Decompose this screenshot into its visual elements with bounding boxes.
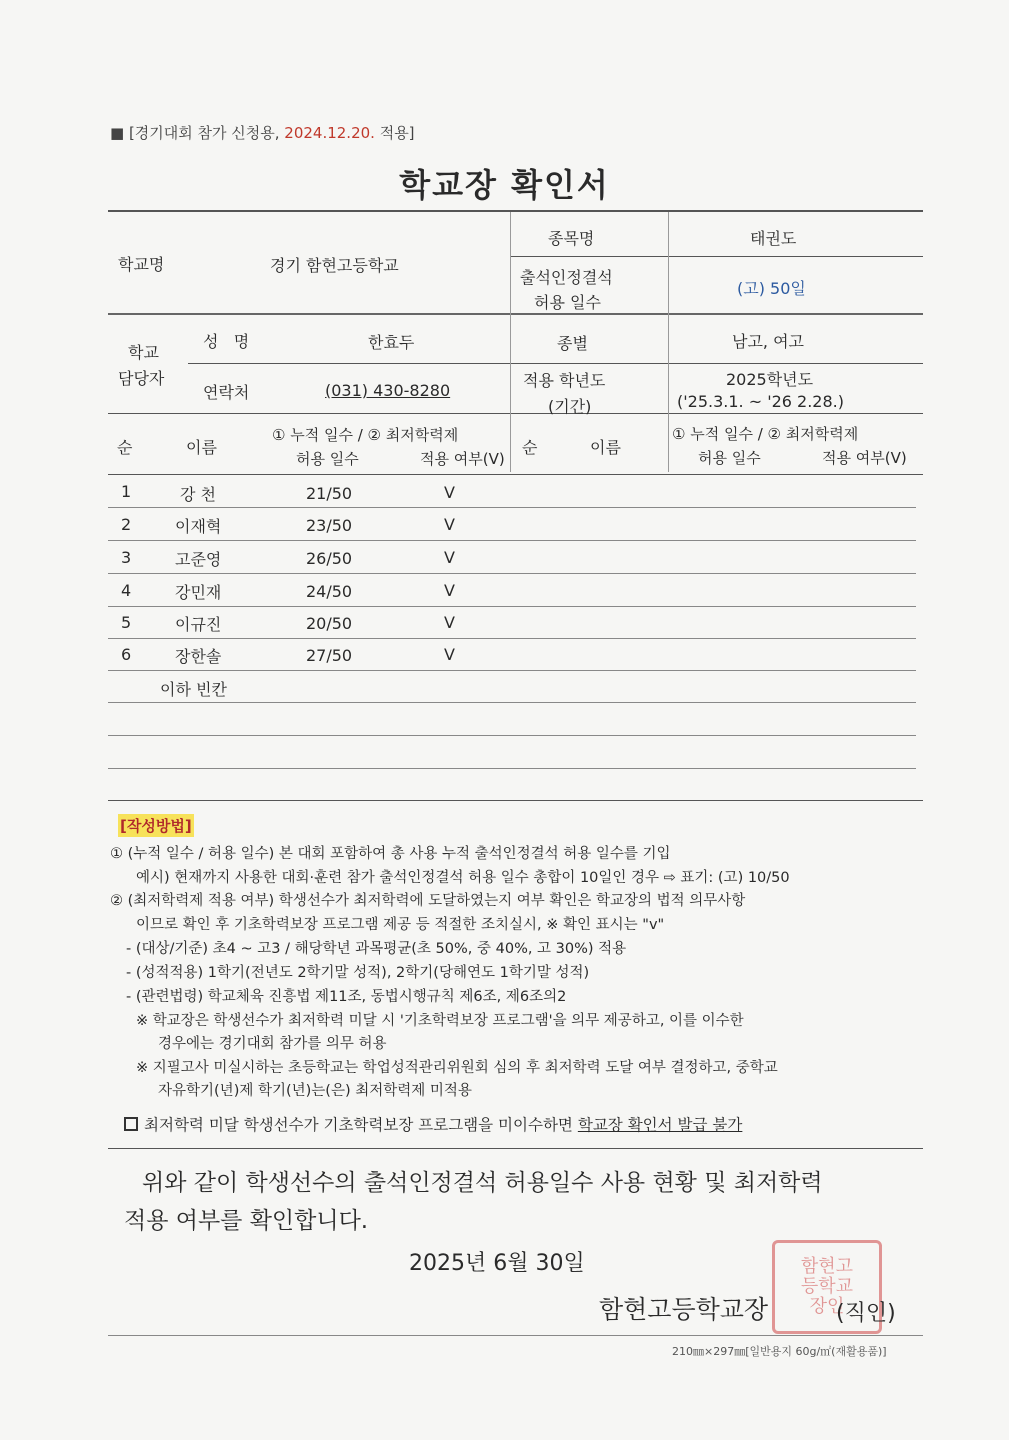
col-name: 이름 bbox=[186, 438, 217, 457]
confirm-line-2: 적용 여부를 확인합니다. bbox=[124, 1208, 369, 1234]
allow-value: (고) 50일 bbox=[737, 279, 806, 298]
allow-label-2: 허용 일수 bbox=[534, 293, 601, 312]
col-name-right: 이름 bbox=[590, 438, 621, 457]
paper-spec: 210㎜×297㎜[일반용지 60g/㎡(재활용품)] bbox=[672, 1345, 887, 1358]
row-4-days: 24/50 bbox=[306, 582, 353, 601]
method-line-3: ② (최저학력제 적용 여부) 학생선수가 최저학력에 도달하였는지 여부 확인은 학교장의 법적 의무사항 bbox=[110, 893, 746, 909]
seal-text: 함현고등학교장인 bbox=[800, 1256, 854, 1317]
row-4-check: V bbox=[444, 581, 455, 600]
row-3-no: 3 bbox=[121, 548, 132, 567]
col-days-2a: 허용 일수 bbox=[296, 450, 359, 468]
col-days-2b: 적용 여부(V) bbox=[420, 450, 505, 468]
event-label: 종목명 bbox=[548, 229, 595, 248]
confirm-date: 2025년 6월 30일 bbox=[409, 1251, 585, 1276]
row-2-check: V bbox=[444, 515, 455, 534]
method-line-8: ※ 학교장은 학생선수가 최저학력 미달 시 '기초학력보장 프로그램'을 의무 제공하고, 이를 이수한 bbox=[136, 1013, 744, 1029]
blank-note: 이하 빈칸 bbox=[160, 680, 227, 699]
row-6-no: 6 bbox=[121, 645, 132, 664]
row-4-name: 강민재 bbox=[175, 583, 222, 602]
row-6-days: 27/50 bbox=[306, 646, 353, 665]
row-3-check: V bbox=[444, 548, 455, 567]
method-line-7: - (관련법령) 학교체육 진흥법 제11조, 동법시행규칙 제6조, 제6조의2 bbox=[126, 989, 567, 1005]
contact-label: 연락처 bbox=[203, 383, 250, 402]
col-no-right: 순 bbox=[522, 438, 538, 457]
method-line-11: 자유학기(년)제 학기(년)는(은) 최저학력제 미적용 bbox=[158, 1083, 472, 1099]
header-note: ■ [경기대회 참가 신청용, 2024.12.20. 적용] bbox=[110, 124, 415, 142]
school-label: 학교명 bbox=[118, 255, 165, 274]
row-2-no: 2 bbox=[121, 515, 132, 534]
manager-label-1: 학교 bbox=[128, 343, 159, 362]
row-5-days: 20/50 bbox=[306, 614, 353, 633]
year-label-1: 적용 학년도 bbox=[523, 371, 606, 390]
row-3-days: 26/50 bbox=[306, 549, 353, 568]
col-no: 순 bbox=[117, 438, 133, 457]
name-value: 한효두 bbox=[368, 333, 415, 352]
method-line-1: ① (누적 일수 / 허용 일수) 본 대회 포함하여 총 사용 누적 출석인정결석 허용 일수를 기입 bbox=[110, 846, 671, 862]
method-line-4: 이므로 확인 후 기초학력보장 프로그램 제공 등 적절한 조치실시, ※ 확인 표시는 "v" bbox=[136, 917, 665, 933]
row-6-name: 장한솔 bbox=[175, 647, 222, 666]
year-value-2: ('25.3.1. ~ '26 2.28.) bbox=[677, 392, 844, 411]
row-2-days: 23/50 bbox=[306, 516, 353, 535]
row-3-name: 고준영 bbox=[175, 550, 222, 569]
seal-note: (직인) bbox=[836, 1301, 896, 1326]
signer: 함현고등학교장 bbox=[599, 1295, 769, 1324]
row-2-name: 이재혁 bbox=[175, 517, 222, 536]
manager-label-2: 담당자 bbox=[118, 369, 165, 388]
method-heading: [작성방법] bbox=[118, 814, 194, 837]
col-days-1: ① 누적 일수 / ② 최저학력제 bbox=[272, 426, 459, 444]
row-1-name: 강 천 bbox=[180, 485, 216, 504]
name-label: 성 명 bbox=[203, 332, 250, 351]
type-label: 종별 bbox=[557, 334, 588, 353]
confirm-line-1: 위와 같이 학생선수의 출석인정결석 허용일수 사용 현황 및 최저학력 bbox=[142, 1170, 823, 1196]
row-6-check: V bbox=[444, 645, 455, 664]
row-5-check: V bbox=[444, 613, 455, 632]
method-line-6: - (성적적용) 1학기(전년도 2학기말 성적), 2학기(당해연도 1학기말 성적) bbox=[126, 965, 590, 981]
col-days-1-right: ① 누적 일수 / ② 최저학력제 bbox=[672, 425, 859, 443]
method-line-5: - (대상/기준) 초4 ~ 고3 / 해당학년 과목평균(초 50%, 중 40%, 고 30%) 적용 bbox=[126, 941, 627, 957]
method-line-2: 예시) 현재까지 사용한 대회·훈련 참가 출석인정결석 허용 일수 총합이 10일인 경우 ⇨ 표기: (고) 10/50 bbox=[136, 870, 790, 886]
col-days-2b-right: 적용 여부(V) bbox=[822, 449, 907, 467]
warning-line: 최저학력 미달 학생선수가 기초학력보장 프로그램을 미이수하면 학교장 확인서 발급 불가 bbox=[124, 1113, 742, 1135]
row-1-days: 21/50 bbox=[306, 484, 353, 503]
row-4-no: 4 bbox=[121, 581, 132, 600]
row-1-no: 1 bbox=[121, 482, 132, 501]
col-days-2a-right: 허용 일수 bbox=[698, 449, 761, 467]
warning-icon bbox=[124, 1117, 138, 1131]
contact-value: (031) 430-8280 bbox=[325, 381, 451, 400]
row-1-check: V bbox=[444, 483, 455, 502]
allow-label-1: 출석인정결석 bbox=[520, 268, 613, 287]
method-line-9: 경우에는 경기대회 참가를 의무 허용 bbox=[158, 1036, 387, 1052]
method-line-10: ※ 지필고사 미실시하는 초등학교는 학업성적관리위원회 심의 후 최저학력 도달 여부 결정하고, 중학교 bbox=[136, 1060, 778, 1076]
row-5-name: 이규진 bbox=[175, 615, 222, 634]
year-value-1: 2025학년도 bbox=[726, 370, 814, 389]
event-value: 태권도 bbox=[750, 229, 797, 248]
school-value: 경기 함현고등학교 bbox=[270, 256, 399, 275]
page-title: 학교장 확인서 bbox=[399, 166, 610, 204]
row-5-no: 5 bbox=[121, 613, 132, 632]
type-value: 남고, 여고 bbox=[732, 332, 804, 351]
year-label-2: (기간) bbox=[548, 397, 592, 416]
